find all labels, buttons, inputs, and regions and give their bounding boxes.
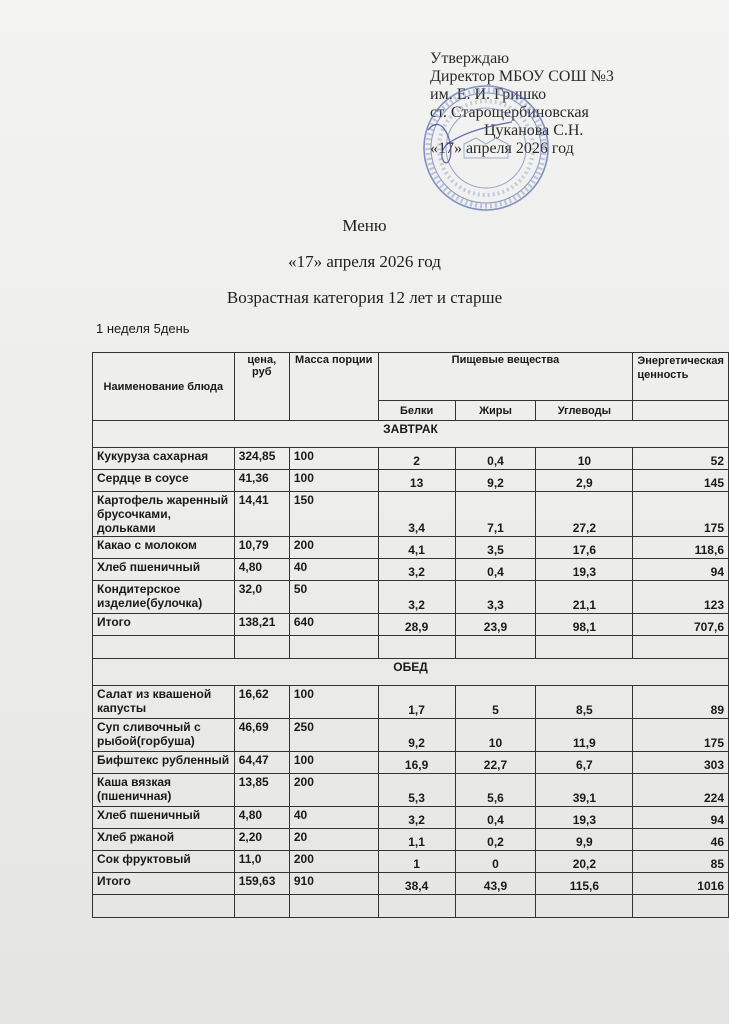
dish-price: 41,36 (234, 470, 289, 492)
total-mass: 910 (289, 873, 378, 895)
dish-carbs: 21,1 (536, 581, 633, 614)
total-label: Итого (93, 873, 235, 895)
dish-carbs: 11,9 (536, 719, 633, 752)
dish-fats: 10 (455, 719, 536, 752)
dish-price: 2,20 (234, 829, 289, 851)
dish-name: Сердце в соусе (93, 470, 235, 492)
dish-proteins: 1,7 (378, 686, 455, 719)
dish-name: Салат из квашеной капусты (93, 686, 235, 719)
dish-energy: 123 (633, 581, 729, 614)
dish-proteins: 16,9 (378, 752, 455, 774)
dish-proteins: 3,4 (378, 492, 455, 537)
approval-line-village: ст. Старощербиновская (430, 104, 589, 121)
dish-fats: 22,7 (455, 752, 536, 774)
total-carbs: 115,6 (536, 873, 633, 895)
total-label: Итого (93, 614, 235, 636)
dish-mass: 100 (289, 752, 378, 774)
dish-fats: 5,6 (455, 774, 536, 807)
total-energy: 707,6 (633, 614, 729, 636)
col-header-nutrients: Пищевые вещества (378, 353, 633, 401)
dish-carbs: 6,7 (536, 752, 633, 774)
dish-fats: 0,4 (455, 559, 536, 581)
dish-fats: 3,5 (455, 537, 536, 559)
dish-mass: 150 (289, 492, 378, 537)
dish-name: Какао с молоком (93, 537, 235, 559)
dish-proteins: 3,2 (378, 559, 455, 581)
total-price: 138,21 (234, 614, 289, 636)
total-row (93, 614, 729, 636)
dish-price: 16,62 (234, 686, 289, 719)
dish-fats: 7,1 (455, 492, 536, 537)
table-row (93, 807, 729, 829)
dish-energy: 118,6 (633, 537, 729, 559)
col-header-name: Наименование блюда (93, 353, 235, 421)
approval-line-date: «17» апреля 2026 год (430, 140, 574, 157)
dish-mass: 40 (289, 807, 378, 829)
table-row (93, 719, 729, 752)
dish-fats: 0,4 (455, 807, 536, 829)
dish-carbs: 17,6 (536, 537, 633, 559)
dish-energy: 94 (633, 807, 729, 829)
approval-line-approve: Утверждаю (430, 50, 510, 67)
col-header-energy-blank (633, 401, 729, 421)
dish-price: 14,41 (234, 492, 289, 537)
dish-mass: 40 (289, 559, 378, 581)
approval-line-signer: Цуканова С.Н. (484, 122, 584, 139)
dish-carbs: 8,5 (536, 686, 633, 719)
dish-proteins: 9,2 (378, 719, 455, 752)
dish-price: 4,80 (234, 807, 289, 829)
dish-fats: 5 (455, 686, 536, 719)
dish-name: Хлеб пшеничный (93, 559, 235, 581)
dish-carbs: 39,1 (536, 774, 633, 807)
dish-fats: 3,3 (455, 581, 536, 614)
col-header-energy: Энергетическая ценность (633, 353, 729, 401)
menu-date: «17» апреля 2026 год (288, 252, 441, 271)
dish-price: 324,85 (234, 448, 289, 470)
dish-mass: 200 (289, 774, 378, 807)
total-mass: 640 (289, 614, 378, 636)
dish-mass: 200 (289, 537, 378, 559)
col-header-proteins: Белки (378, 401, 455, 421)
dish-name: Картофель жаренный брусочками, дольками (93, 492, 235, 537)
table-row (93, 537, 729, 559)
col-header-price: цена, руб (234, 353, 289, 421)
table-row (93, 492, 729, 537)
dish-energy: 85 (633, 851, 729, 873)
empty-row (93, 636, 729, 659)
col-header-mass: Масса порции (289, 353, 378, 421)
section-lunch-title: ОБЕД (93, 659, 729, 686)
table-row (93, 851, 729, 873)
dish-price: 64,47 (234, 752, 289, 774)
total-price: 159,63 (234, 873, 289, 895)
dish-proteins: 1 (378, 851, 455, 873)
dish-energy: 52 (633, 448, 729, 470)
table-row (93, 829, 729, 851)
total-carbs: 98,1 (536, 614, 633, 636)
dish-proteins: 3,2 (378, 807, 455, 829)
dish-energy: 145 (633, 470, 729, 492)
dish-name: Хлеб пшеничный (93, 807, 235, 829)
dish-energy: 224 (633, 774, 729, 807)
dish-mass: 250 (289, 719, 378, 752)
dish-proteins: 13 (378, 470, 455, 492)
section-breakfast-title: ЗАВТРАК (93, 421, 729, 448)
dish-mass: 100 (289, 448, 378, 470)
dish-proteins: 3,2 (378, 581, 455, 614)
table-row (93, 581, 729, 614)
dish-proteins: 4,1 (378, 537, 455, 559)
total-energy: 1016 (633, 873, 729, 895)
table-row (93, 470, 729, 492)
menu-table (92, 352, 729, 918)
menu-title: Меню (342, 216, 387, 235)
dish-mass: 200 (289, 851, 378, 873)
dish-carbs: 19,3 (536, 559, 633, 581)
dish-proteins: 2 (378, 448, 455, 470)
col-header-fats: Жиры (455, 401, 536, 421)
dish-price: 13,85 (234, 774, 289, 807)
col-header-carbs: Углеводы (536, 401, 633, 421)
dish-carbs: 2,9 (536, 470, 633, 492)
dish-price: 46,69 (234, 719, 289, 752)
dish-energy: 89 (633, 686, 729, 719)
dish-proteins: 5,3 (378, 774, 455, 807)
dish-name: Кондитерское изделие(булочка) (93, 581, 235, 614)
dish-mass: 20 (289, 829, 378, 851)
dish-energy: 175 (633, 719, 729, 752)
dish-mass: 50 (289, 581, 378, 614)
table-row (93, 774, 729, 807)
dish-energy: 46 (633, 829, 729, 851)
dish-carbs: 19,3 (536, 807, 633, 829)
table-row (93, 559, 729, 581)
dish-name: Каша вязкая (пшеничная) (93, 774, 235, 807)
approval-line-school-name: им. Е. И. Гришко (430, 86, 547, 103)
empty-row (93, 895, 729, 918)
dish-price: 10,79 (234, 537, 289, 559)
table-row (93, 686, 729, 719)
dish-name: Кукуруза сахарная (93, 448, 235, 470)
table-row (93, 752, 729, 774)
dish-name: Суп сливочный с рыбой(горбуша) (93, 719, 235, 752)
dish-carbs: 20,2 (536, 851, 633, 873)
total-proteins: 38,4 (378, 873, 455, 895)
dish-proteins: 1,1 (378, 829, 455, 851)
week-day-label: 1 неделя 5день (96, 321, 190, 336)
approval-line-position: Директор МБОУ СОШ №3 (430, 68, 614, 85)
age-category: Возрастная категория 12 лет и старше (226, 288, 503, 307)
total-fats: 23,9 (455, 614, 536, 636)
dish-energy: 303 (633, 752, 729, 774)
dish-mass: 100 (289, 686, 378, 719)
table-row (93, 448, 729, 470)
dish-carbs: 27,2 (536, 492, 633, 537)
dish-fats: 0,4 (455, 448, 536, 470)
dish-carbs: 9,9 (536, 829, 633, 851)
dish-price: 32,0 (234, 581, 289, 614)
dish-mass: 100 (289, 470, 378, 492)
total-fats: 43,9 (455, 873, 536, 895)
dish-energy: 175 (633, 492, 729, 537)
total-proteins: 28,9 (378, 614, 455, 636)
dish-fats: 9,2 (455, 470, 536, 492)
dish-name: Бифштекс рубленный (93, 752, 235, 774)
total-row (93, 873, 729, 895)
dish-name: Хлеб ржаной (93, 829, 235, 851)
dish-fats: 0 (455, 851, 536, 873)
school-stamp-icon (420, 82, 552, 214)
dish-name: Сок фруктовый (93, 851, 235, 873)
dish-carbs: 10 (536, 448, 633, 470)
dish-energy: 94 (633, 559, 729, 581)
dish-price: 4,80 (234, 559, 289, 581)
dish-price: 11,0 (234, 851, 289, 873)
dish-fats: 0,2 (455, 829, 536, 851)
